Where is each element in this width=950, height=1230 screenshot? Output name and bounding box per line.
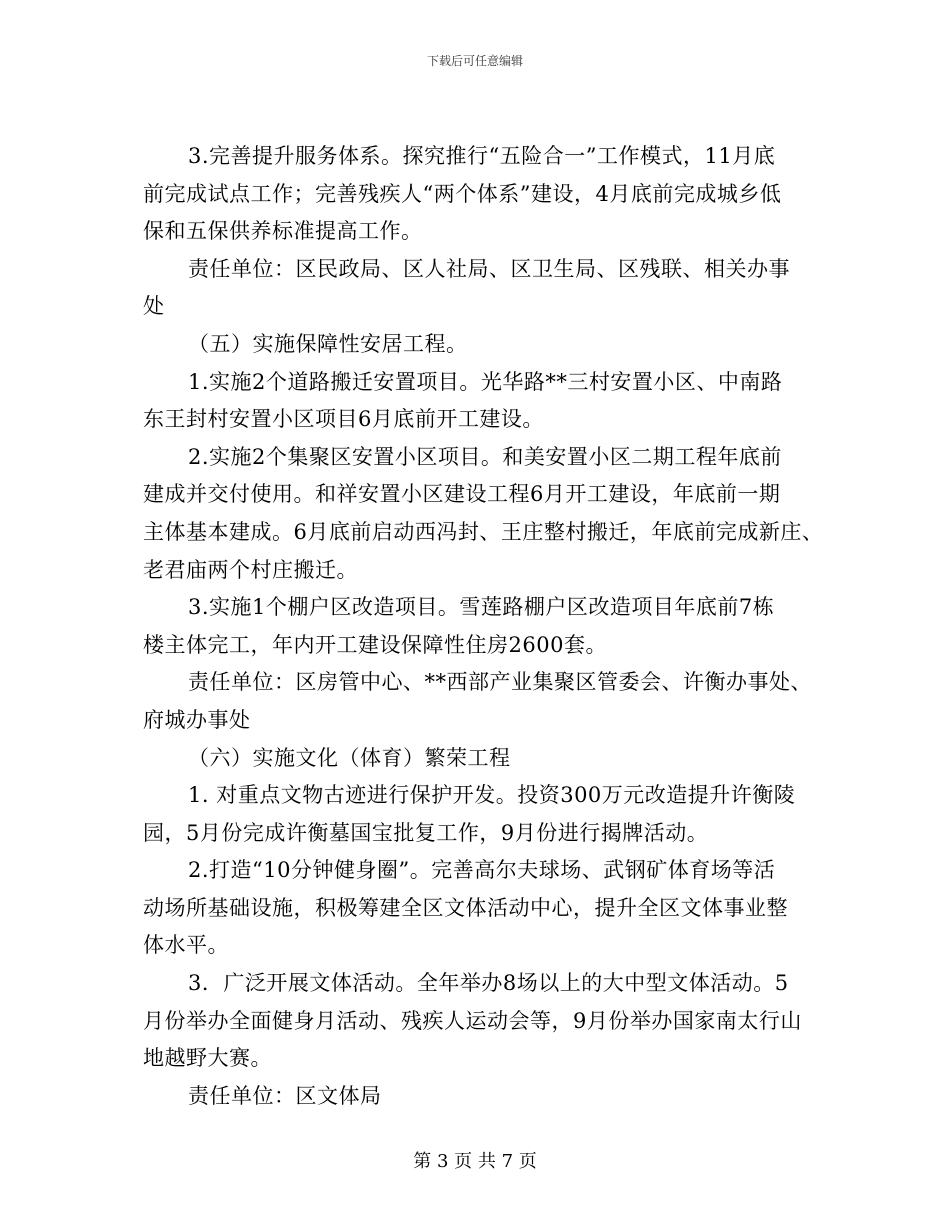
section-heading: （五）实施保障性安居工程。 <box>188 331 468 356</box>
page-header: 下载后可任意编辑 <box>426 54 523 68</box>
section-heading: （六）实施文化（体育）繁荣工程 <box>188 745 511 770</box>
body-line: 责任单位：区房管中心、**西部产业集聚区管委会、许衡办事处、 <box>188 670 812 695</box>
body-line: 地越野大赛。 <box>143 1046 272 1071</box>
body-line: 3.完善提升服务体系。探究推行“五险合一”工作模式，11月底 <box>188 144 776 168</box>
body-line: 建成并交付使用。和祥安置小区建设工程6月开工建设，年底前一期 <box>143 482 781 507</box>
body-line: 东王封村安置小区项目6月底前开工建设。 <box>143 407 544 432</box>
body-line: 处 <box>143 294 165 319</box>
body-line: 责任单位：区民政局、区人社局、区卫生局、区残联、相关办事 <box>188 256 790 281</box>
body-line: 体水平。 <box>143 933 229 958</box>
body-line: 责任单位：区文体局 <box>188 1083 382 1108</box>
body-line: 保和五保供养标准提高工作。 <box>143 219 423 244</box>
body-line: 楼主体完工，年内开工建设保障性住房2600套。 <box>143 632 607 657</box>
body-line: 月份举办全面健身月活动、残疾人运动会等，9月份举办国家南太行山 <box>143 1008 802 1033</box>
body-line: 前完成试点工作；完善残疾人“两个体系”建设，4月底前完成城乡低 <box>143 181 782 206</box>
body-line: 老君庙两个村庄搬迁。 <box>143 557 358 582</box>
document-body <box>143 138 833 1115</box>
body-line: 主体基本建成。6月底前启动西冯封、王庄整村搬迁，年底前完成新庄、 <box>143 519 824 544</box>
body-line: 2.实施2个集聚区安置小区项目。和美安置小区二期工程年底前 <box>188 444 782 469</box>
page-footer: 第 3 页 共 7 页 <box>413 1151 537 1172</box>
body-line: 1.实施2个道路搬迁安置项目。光华路**三村安置小区、中南路 <box>188 369 783 394</box>
body-line: 3.实施1个棚户区改造项目。雪莲路棚户区改造项目年底前7栋 <box>188 595 775 620</box>
body-line: 3．广泛开展文体活动。全年举办8场以上的大中型文体活动。5 <box>188 971 789 996</box>
body-line: 1. 对重点文物古迹进行保护开发。投资300万元改造提升许衡陵 <box>188 783 796 808</box>
body-line: 府城办事处 <box>143 707 251 732</box>
body-line: 园，5月份完成许衡墓国宝批复工作，9月份进行揭牌活动。 <box>143 820 709 845</box>
body-line: 动场所基础设施，积极筹建全区文体活动中心，提升全区文体事业整 <box>143 895 788 920</box>
body-line: 2.打造“10分钟健身圈”。完善高尔夫球场、武钢矿体育场等活 <box>188 858 776 883</box>
